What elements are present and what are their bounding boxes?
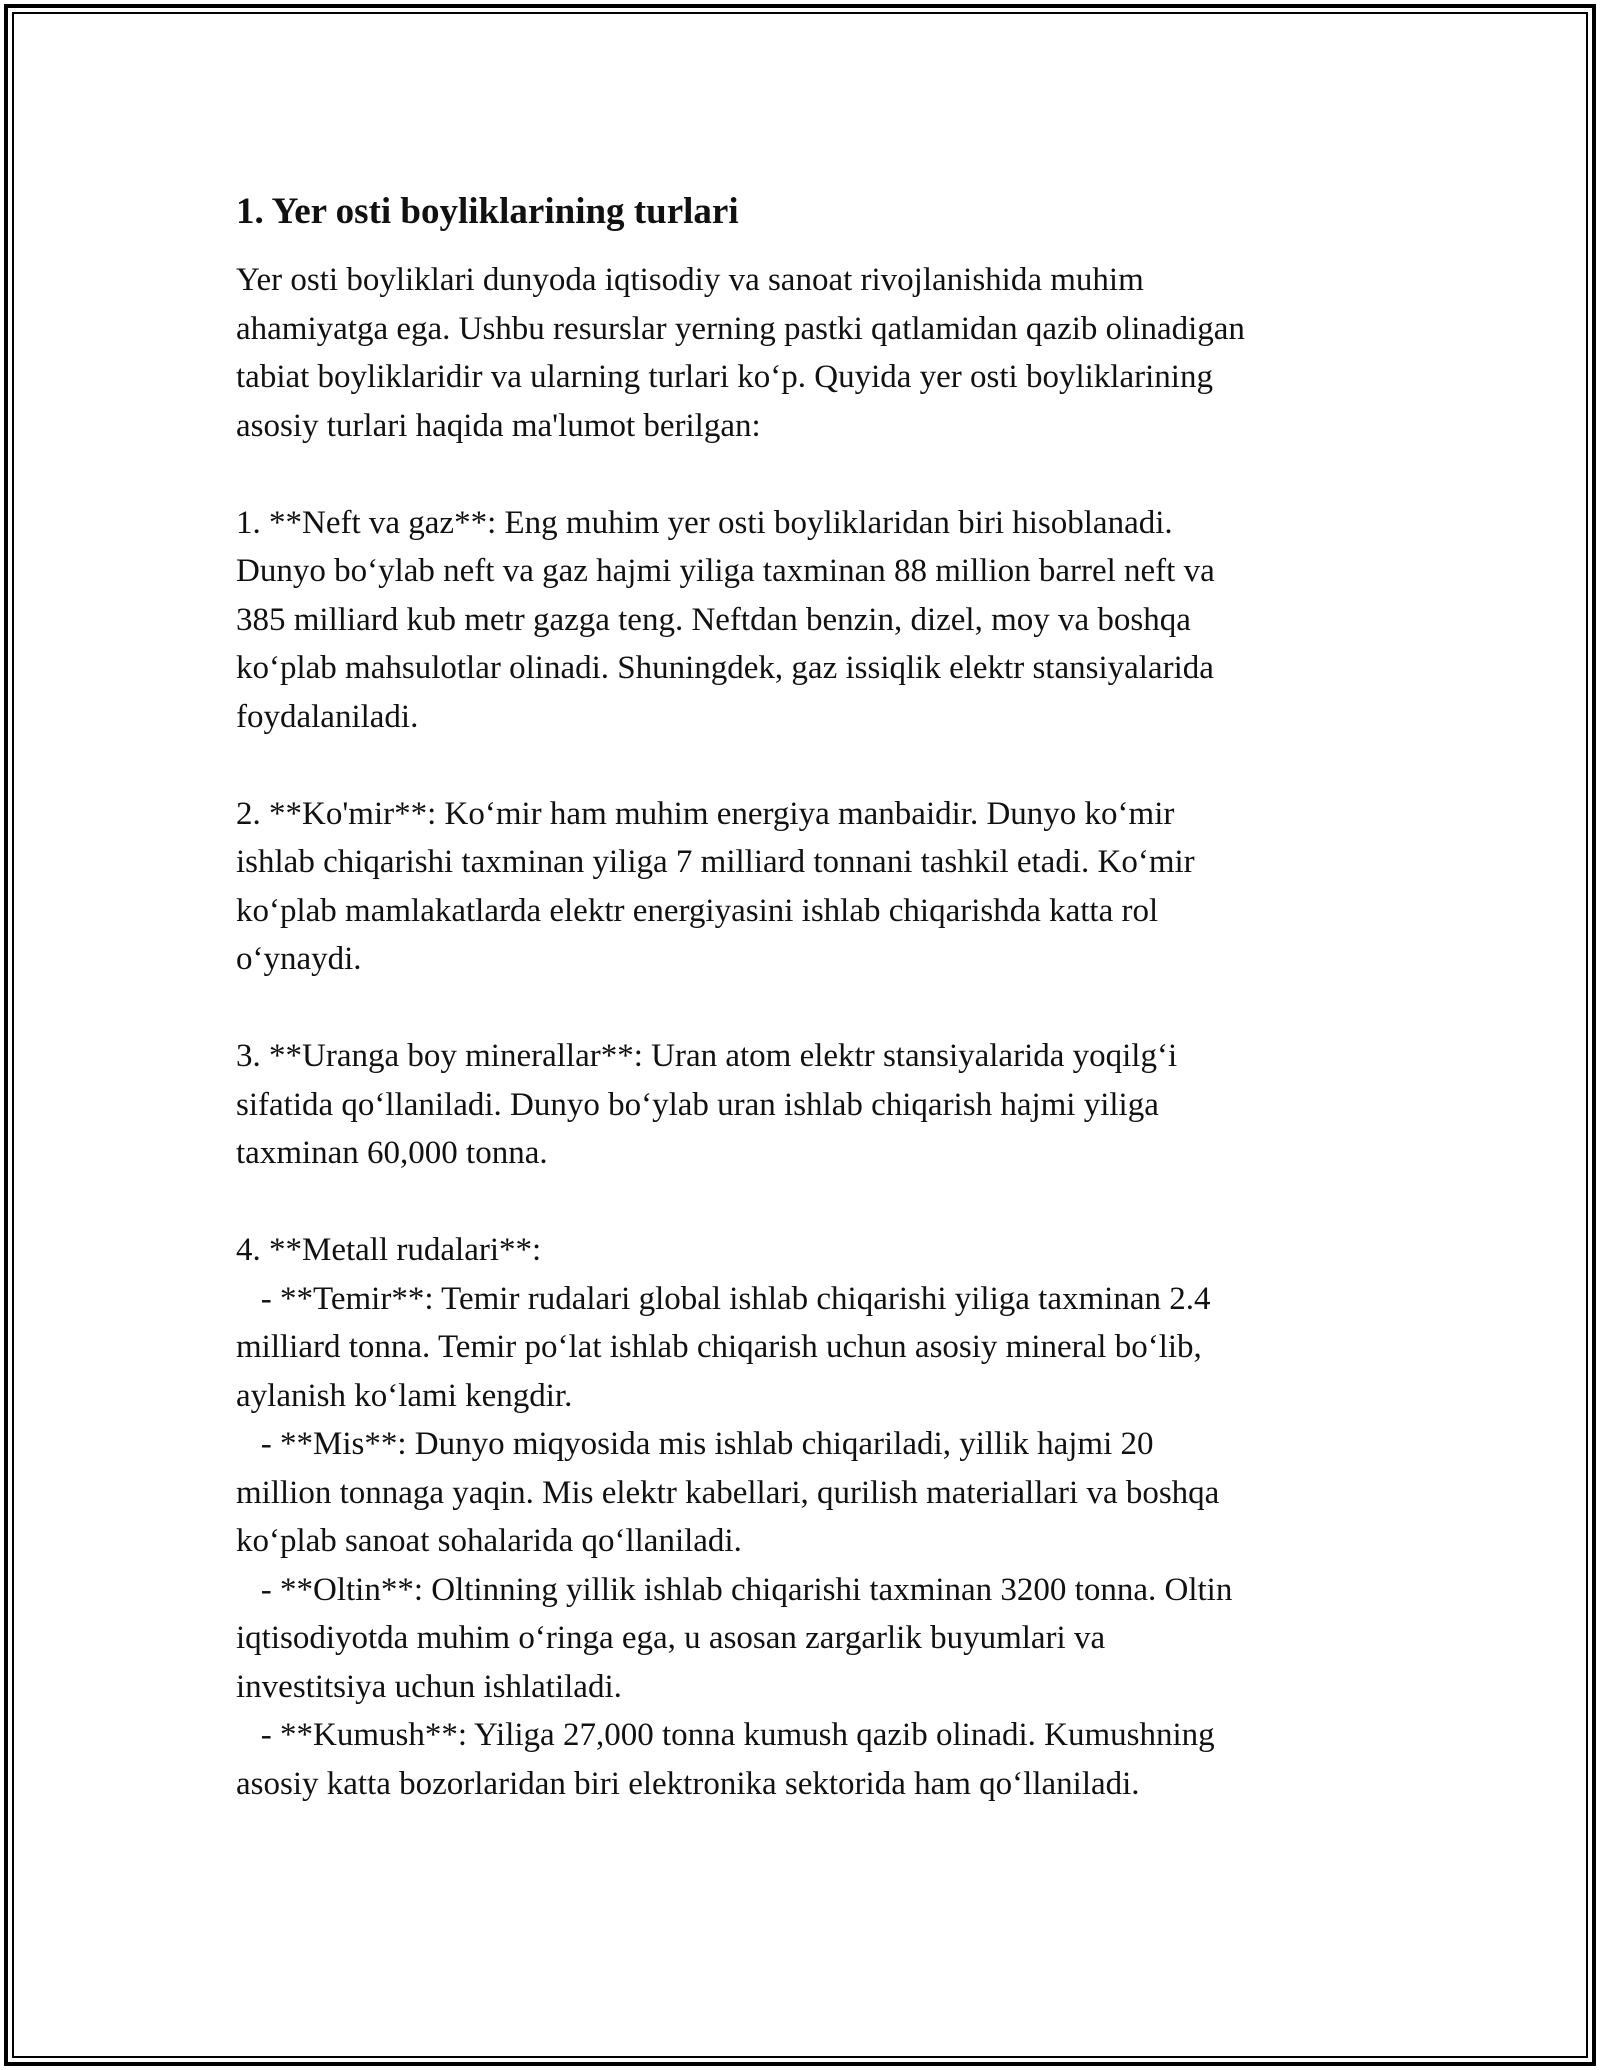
text-line: investitsiya uchun ishlatiladi.: [236, 1668, 622, 1705]
text-line: ko‘plab mahsulotlar olinadi. Shuningdek, gaz issiqlik elektr stansiyalarida: [236, 650, 1214, 686]
text-line: - **Mis**: Dunyo miqyosida mis ishlab chiqariladi, yillik hajmi 20: [236, 1426, 1154, 1462]
item-metall-rudalari: [236, 1226, 1366, 1808]
item-uran: [236, 1032, 1366, 1178]
item-komir: [236, 790, 1366, 984]
text-line: Yer osti boyliklari dunyoda iqtisodiy va sanoat rivojlanishida muhim: [236, 262, 1144, 298]
text-line: aylanish ko‘lami kengdir.: [236, 1377, 573, 1414]
text-line: taxminan 60,000 tonna.: [236, 1135, 548, 1171]
text-line: sifatida qo‘llaniladi. Dunyo bo‘ylab uran ishlab chiqarish hajmi yiliga: [236, 1086, 1159, 1123]
text-line: 4. **Metall rudalari**:: [236, 1232, 542, 1268]
text-line: foydalaniladi.: [236, 698, 419, 735]
text-line: 385 milliard kub metr gazga teng. Neftdan benzin, dizel, moy va boshqa: [236, 601, 1191, 638]
text-line: o‘ynaydi.: [236, 941, 362, 977]
paragraph-gap: [236, 741, 1366, 790]
text-line: ko‘plab sanoat sohalarida qo‘llaniladi.: [236, 1523, 742, 1559]
text-line: 1. **Neft va gaz**: Eng muhim yer osti boyliklaridan biri hisoblanadi.: [236, 504, 1173, 541]
text-line: asosiy katta bozorlaridan biri elektronika sektorida ham qo‘llaniladi.: [236, 1765, 1140, 1802]
intro-paragraph: [236, 256, 1366, 450]
text-line: milliard tonna. Temir po‘lat ishlab chiqarish uchun asosiy mineral bo‘lib,: [236, 1329, 1202, 1365]
text-line: iqtisodiyotda muhim o‘ringa ega, u asosan zargarlik buyumlari va: [236, 1620, 1106, 1656]
section-title: 1. Yer osti boyliklarining turlari: [236, 191, 739, 232]
paragraph-gap: [236, 450, 1366, 499]
text-line: tabiat boyliklaridir va ularning turlari ko‘p. Quyida yer osti boyliklarining: [236, 359, 1213, 395]
text-line: 3. **Uranga boy minerallar**: Uran atom elektr stansiyalarida yoqilg‘i: [236, 1038, 1178, 1074]
text-line: - **Oltin**: Oltinning yillik ishlab chiqarishi taxminan 3200 tonna. Oltin: [236, 1571, 1233, 1608]
item-neft-va-gaz: [236, 499, 1366, 742]
text-line: - **Temir**: Temir rudalari global ishlab chiqarishi yiliga taxminan 2.4: [236, 1280, 1211, 1317]
text-line: ahamiyatga ega. Ushbu resurslar yerning pastki qatlamidan qazib olinadigan: [236, 310, 1245, 347]
text-line: 2. **Ko'mir**: Ko‘mir ham muhim energiya manbaidir. Dunyo ko‘mir: [236, 795, 1175, 832]
text-line: ishlab chiqarishi taxminan yiliga 7 milliard tonnani tashkil etadi. Ko‘mir: [236, 844, 1195, 880]
document-body: [236, 184, 1366, 1808]
text-line: - **Kumush**: Yiliga 27,000 tonna kumush qazib olinadi. Kumushning: [236, 1717, 1215, 1753]
paragraph-gap: [236, 984, 1366, 1033]
text-line: million tonnaga yaqin. Mis elektr kabellari, qurilish materiallari va boshqa: [236, 1474, 1220, 1511]
text-line: asosiy turlari haqida ma'lumot berilgan:: [236, 407, 761, 444]
text-line: ko‘plab mamlakatlarda elektr energiyasini ishlab chiqarishda katta rol: [236, 892, 1159, 929]
paragraph-gap: [236, 1178, 1366, 1227]
text-line: Dunyo bo‘ylab neft va gaz hajmi yiliga taxminan 88 million barrel neft va: [236, 553, 1215, 589]
